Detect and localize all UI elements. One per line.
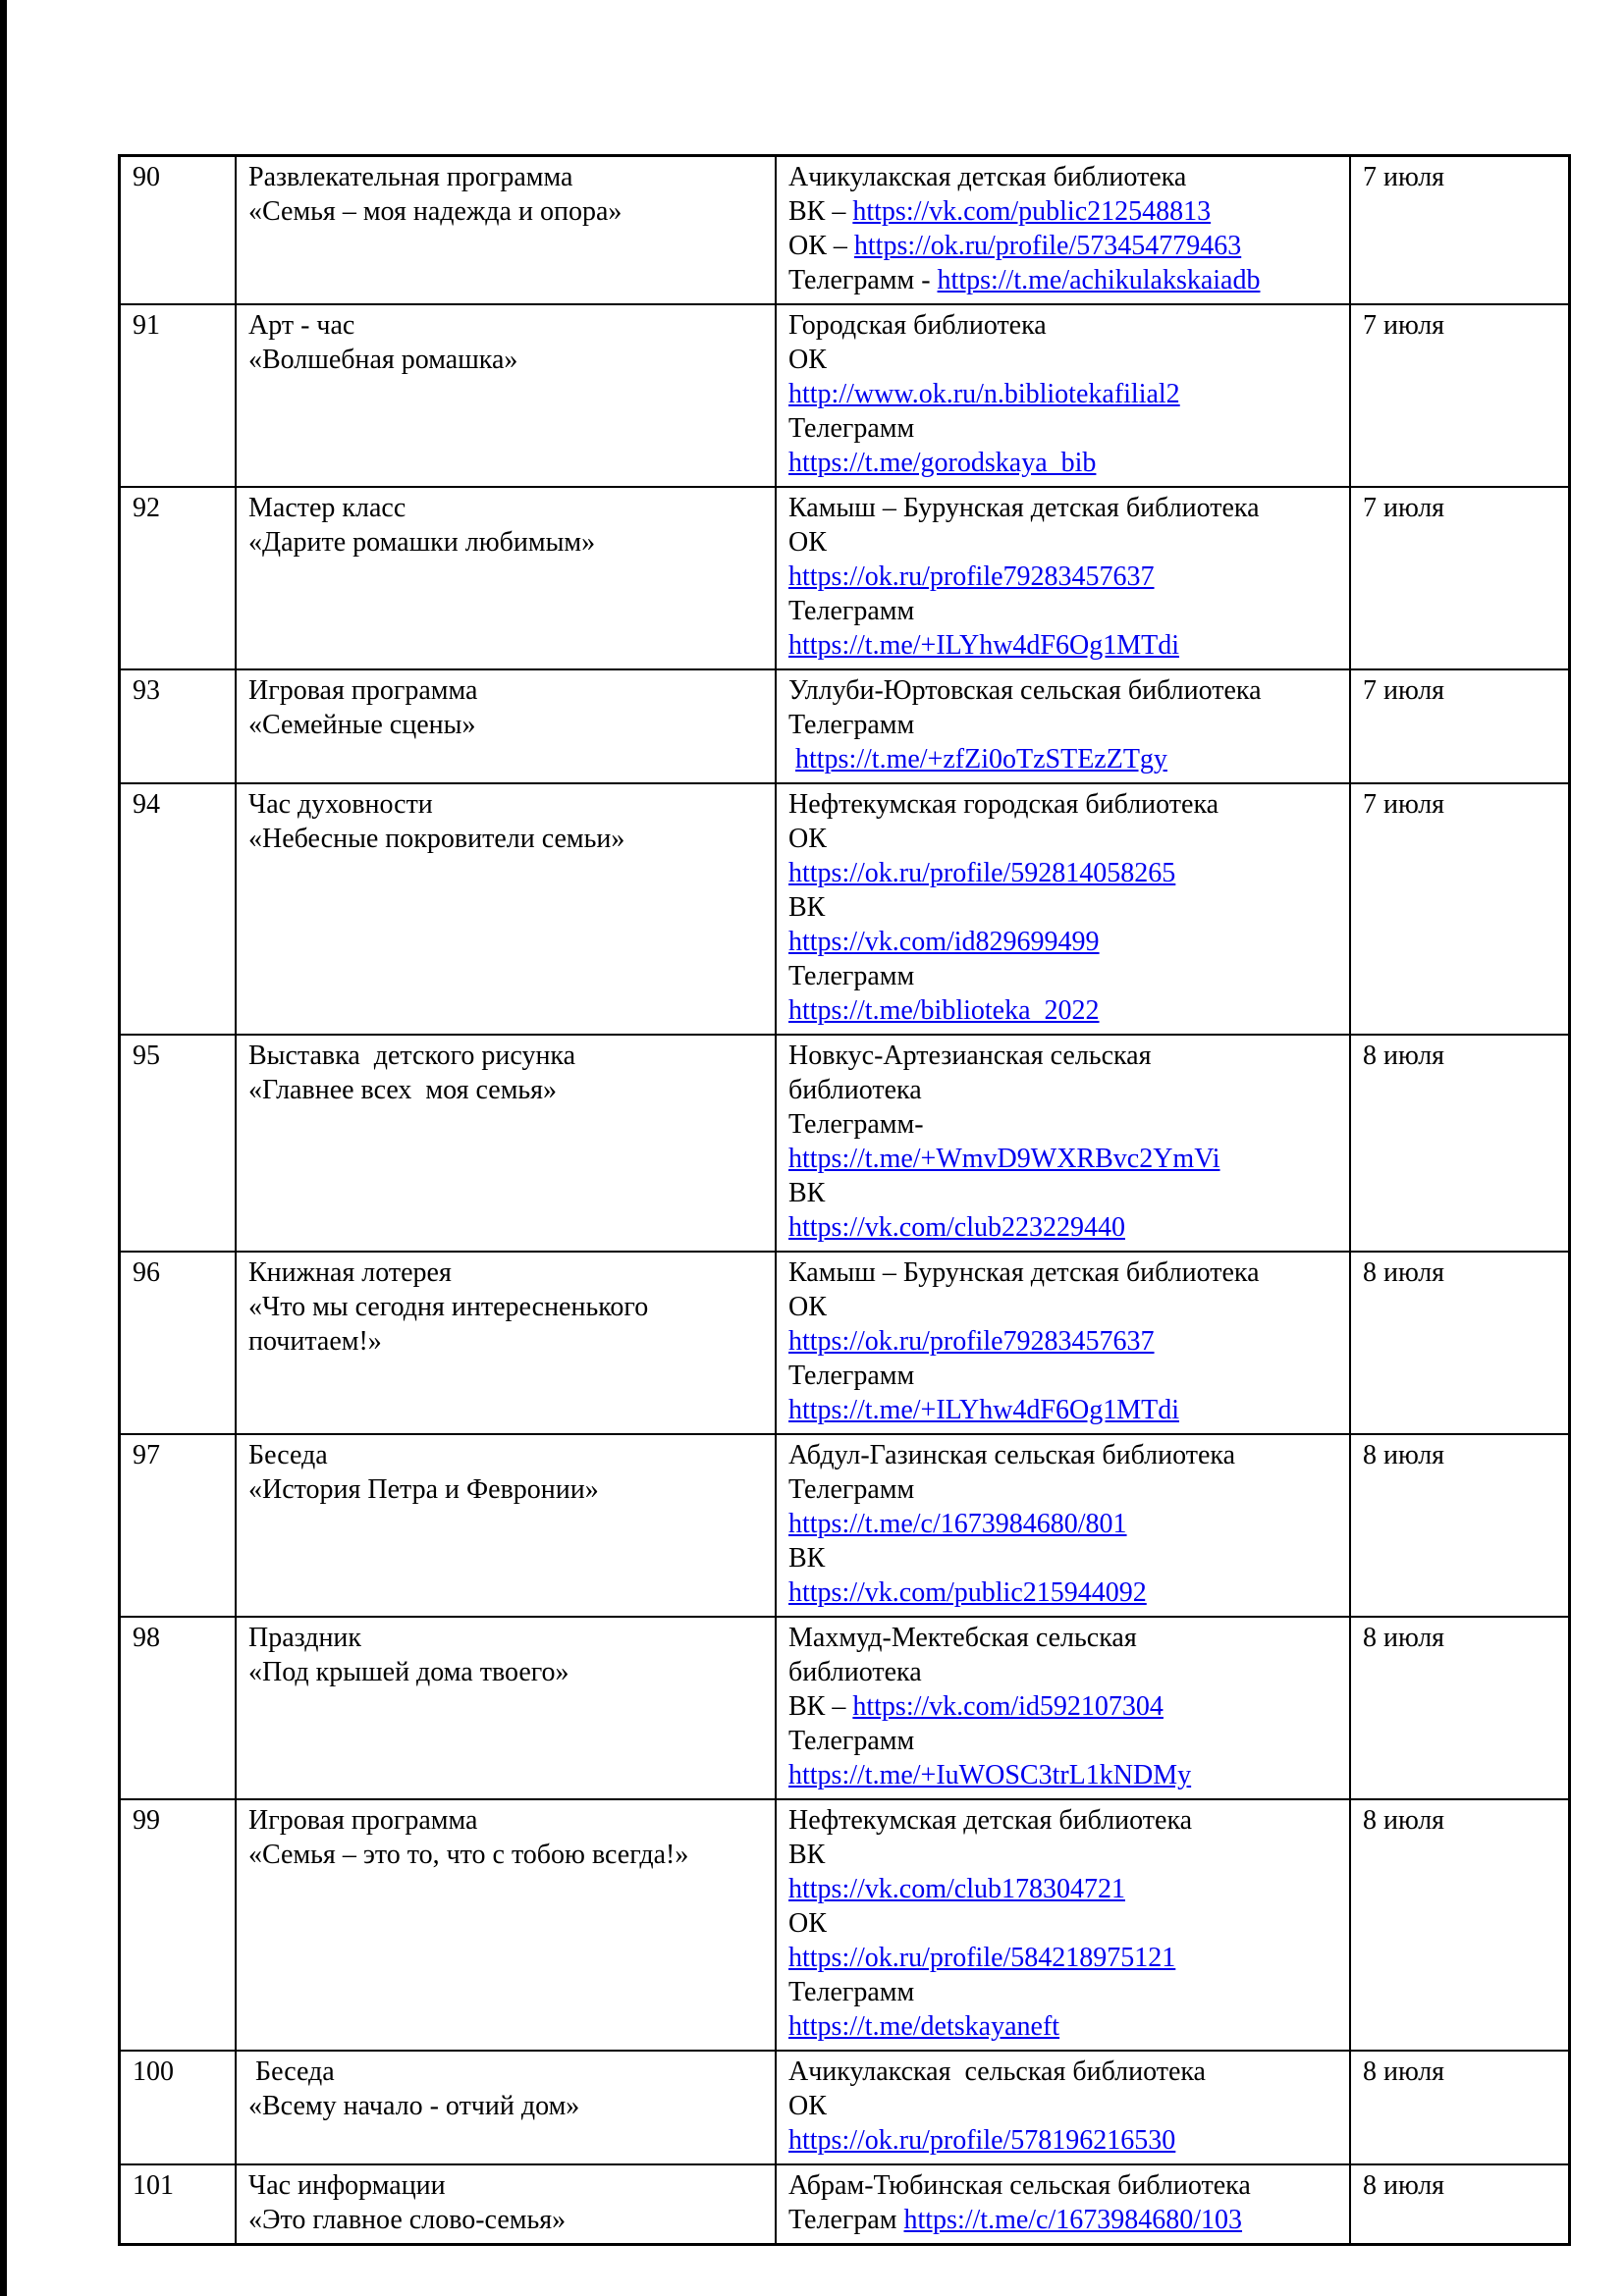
library-info-line [788,1621,1341,1655]
library-info-line [788,1176,1341,1210]
info-text: Ачикулакская сельская библиотека [788,2056,1206,2087]
library-info-line [788,856,1341,890]
library-info-line [788,411,1341,446]
table-row [120,487,1570,669]
library-info-line [788,787,1341,822]
info-text: библиотека [788,1657,922,1687]
library-info-line [788,1210,1341,1245]
library-info-line [788,708,1341,742]
info-text: Камыш – Бурунская детская библиотека [788,493,1260,523]
info-text: библиотека [788,1075,922,1105]
cell-event-title [236,2164,776,2245]
info-text: Нефтекумская городская библиотека [788,789,1219,820]
cell-event-date: 8 июля [1350,2164,1570,2245]
cell-event-date: 8 июля [1350,1252,1570,1434]
info-text [788,744,795,774]
cell-row-number: 93 [120,669,237,783]
event-title-line: Мастер класс [248,493,406,523]
library-info-line [788,594,1341,628]
library-info-line [788,1758,1341,1792]
event-title-line: «Главнее всех моя семья» [248,1075,558,1105]
library-info-line [788,1872,1341,1906]
library-info-line [788,263,1341,297]
library-info-line [788,1472,1341,1507]
library-info-line [788,1906,1341,1941]
library-info-line [788,1941,1341,1975]
table-row [120,1252,1570,1434]
cell-library-links [776,669,1350,783]
cell-event-title [236,1252,776,1434]
info-text: Уллуби-Юртовская сельская библиотека [788,675,1262,706]
cell-event-title [236,1799,776,2051]
library-info-line [788,959,1341,993]
library-info-line [788,1507,1341,1541]
info-text: Телеграмм [788,596,915,626]
cell-event-title [236,156,776,305]
event-title-line: «Семейные сцены» [248,710,476,740]
cell-event-date: 8 июля [1350,1434,1570,1617]
cell-row-number: 101 [120,2164,237,2245]
cell-event-title [236,2051,776,2164]
event-title-line: Час духовности [248,789,433,820]
library-info-line [788,1724,1341,1758]
table-row [120,304,1570,487]
library-info-line [788,2168,1341,2203]
info-text: ОК [788,527,827,558]
event-title-line: «Всему начало - отчий дом» [248,2091,580,2121]
info-text: ОК [788,345,827,375]
library-info-line [788,2089,1341,2123]
event-title-line: Беседа [248,1440,328,1470]
cell-event-date: 8 июля [1350,2051,1570,2164]
info-text: Телеграм [788,2205,904,2235]
scan-edge-artifact [0,0,7,2296]
event-title-line: Развлекательная программа [248,162,573,192]
events-table-body [120,156,1570,2245]
social-link[interactable]: https://t.me/+ILYhw4dF6Og1MTdi [788,1395,1179,1425]
cell-event-title [236,669,776,783]
social-link[interactable]: https://vk.com/public212548813 [852,196,1212,227]
info-text: Махмуд-Мектебская сельская [788,1623,1137,1653]
table-row [120,156,1570,305]
info-text: Абрам-Тюбинская сельская библиотека [788,2170,1251,2201]
info-text: ОК [788,824,827,854]
library-info-line [788,560,1341,594]
library-info-line [788,1255,1341,1290]
cell-library-links [776,1434,1350,1617]
library-info-line [788,1438,1341,1472]
cell-event-title [236,1434,776,1617]
info-text: Ачикулакская детская библиотека [788,162,1187,192]
social-link[interactable]: https://ok.ru/profile/584218975121 [788,1943,1176,1973]
info-text: Новкус-Артезианская сельская [788,1041,1152,1071]
social-link[interactable]: https://t.me/achikulakskaiadb [937,265,1261,295]
info-text: Нефтекумская детская библиотека [788,1805,1193,1836]
library-info-line [788,1359,1341,1393]
event-title-line: Выставка детского рисунка [248,1041,576,1071]
library-info-line [788,2009,1341,2044]
info-text: Телеграмм - [788,265,938,295]
social-link[interactable]: https://t.me/+zfZi0oTzSTEzZTgy [795,744,1167,774]
cell-library-links [776,2051,1350,2164]
cell-event-title [236,1617,776,1799]
cell-event-date: 8 июля [1350,1035,1570,1252]
event-title-line: Игровая программа [248,1805,478,1836]
info-text: Камыш – Бурунская детская библиотека [788,1257,1260,1288]
library-info-line [788,1689,1341,1724]
social-link[interactable]: https://ok.ru/profile79283457637 [788,1326,1155,1357]
table-row [120,1434,1570,1617]
library-info-line [788,194,1341,229]
cell-event-title [236,487,776,669]
library-info-line [788,1975,1341,2009]
library-info-line [788,1541,1341,1575]
event-title-line: Беседа [248,2056,335,2087]
event-title-line: Книжная лотерея [248,1257,452,1288]
info-text: Телеграмм [788,710,915,740]
info-text: ВК [788,1840,826,1870]
library-info-line [788,628,1341,663]
info-text: Телеграмм [788,413,915,444]
library-info-line [788,1290,1341,1324]
cell-row-number: 95 [120,1035,237,1252]
table-row [120,783,1570,1035]
social-link[interactable]: https://vk.com/public215944092 [788,1577,1147,1608]
library-info-line [788,525,1341,560]
cell-event-date: 7 июля [1350,783,1570,1035]
social-link[interactable]: https://t.me/detskayaneft [788,2011,1060,2042]
library-info-line [788,1575,1341,1610]
event-title-line: «Волшебная ромашка» [248,345,518,375]
library-info-line [788,343,1341,377]
library-info-line [788,1107,1341,1142]
events-table [118,154,1571,2246]
social-link[interactable]: https://ok.ru/profile/573454779463 [853,231,1242,261]
library-info-line [788,229,1341,263]
info-text: ВК [788,1543,826,1574]
cell-row-number: 99 [120,1799,237,2051]
library-info-line [788,822,1341,856]
library-info-line [788,742,1341,776]
info-text: Телеграмм [788,1361,915,1391]
info-text: Телеграмм [788,961,915,991]
social-link[interactable]: https://t.me/+IuWOSC3trL1kNDMy [788,1760,1192,1790]
social-link[interactable]: https://t.me/+WmvD9WXRBvc2YmVi [788,1144,1220,1174]
cell-library-links [776,304,1350,487]
event-title-line: «История Петра и Февронии» [248,1474,599,1505]
social-link[interactable]: https://ok.ru/profile/592814058265 [788,858,1176,888]
event-title-line: Час информации [248,2170,446,2201]
library-info-line [788,1393,1341,1427]
social-link[interactable]: https://vk.com/club223229440 [788,1212,1125,1243]
info-text: ВК – [788,1691,853,1722]
cell-event-title [236,783,776,1035]
social-link[interactable]: https://vk.com/id829699499 [788,927,1100,957]
cell-event-date: 7 июля [1350,156,1570,305]
cell-row-number: 100 [120,2051,237,2164]
event-title-line: Арт - час [248,310,355,341]
social-link[interactable]: https://t.me/biblioteka_2022 [788,995,1100,1026]
cell-row-number: 94 [120,783,237,1035]
info-text: ВК [788,1178,826,1208]
library-info-line [788,1324,1341,1359]
table-row [120,1617,1570,1799]
event-title-line: «Под крышей дома твоего» [248,1657,569,1687]
social-link[interactable]: http://www.ok.ru/n.bibliotekafilial2 [788,379,1180,409]
cell-row-number: 91 [120,304,237,487]
info-text: Телеграмм- [788,1109,924,1140]
cell-event-date: 8 июля [1350,1799,1570,2051]
event-title-line: «Это главное слово-семья» [248,2205,567,2235]
library-info-line [788,1838,1341,1872]
table-row [120,2164,1570,2245]
cell-event-title [236,1035,776,1252]
social-link[interactable]: https://t.me/c/1673984680/801 [788,1509,1127,1539]
library-info-line [788,1142,1341,1176]
library-info-line [788,2203,1341,2237]
cell-library-links [776,156,1350,305]
info-text: Телеграмм [788,1474,915,1505]
library-info-line [788,1073,1341,1107]
social-link[interactable]: https://ok.ru/profile79283457637 [788,561,1155,592]
social-link[interactable]: https://t.me/c/1673984680/103 [903,2205,1243,2235]
cell-row-number: 96 [120,1252,237,1434]
social-link[interactable]: https://t.me/+ILYhw4dF6Og1MTdi [788,630,1179,661]
info-text: Телеграмм [788,1726,915,1756]
cell-event-date: 8 июля [1350,1617,1570,1799]
library-info-line [788,1803,1341,1838]
event-title-line: «Небесные покровители семьи» [248,824,625,854]
library-info-line [788,377,1341,411]
cell-library-links [776,1252,1350,1434]
cell-row-number: 97 [120,1434,237,1617]
social-link[interactable]: https://ok.ru/profile/578196216530 [788,2125,1176,2156]
social-link[interactable]: https://vk.com/id592107304 [852,1691,1164,1722]
cell-library-links [776,783,1350,1035]
cell-event-title [236,304,776,487]
info-text: ОК [788,1292,827,1322]
info-text: ОК [788,1908,827,1939]
event-title-line: «Что мы сегодня интересненького почитаем!» [248,1292,656,1357]
cell-row-number: 92 [120,487,237,669]
table-row [120,669,1570,783]
library-info-line [788,1039,1341,1073]
info-text: Телеграмм [788,1977,915,2007]
info-text: Городская библиотека [788,310,1047,341]
table-row [120,1035,1570,1252]
cell-library-links [776,1617,1350,1799]
cell-library-links [776,1035,1350,1252]
library-info-line [788,491,1341,525]
table-row [120,2051,1570,2164]
event-title-line: «Семья – это то, что с тобою всегда!» [248,1840,689,1870]
library-info-line [788,925,1341,959]
cell-library-links [776,1799,1350,2051]
library-info-line [788,993,1341,1028]
cell-library-links [776,2164,1350,2245]
library-info-line [788,673,1341,708]
social-link[interactable]: https://vk.com/club178304721 [788,1874,1125,1904]
cell-library-links [776,487,1350,669]
event-title-line: Праздник [248,1623,362,1653]
event-title-line: «Дарите ромашки любимым» [248,527,596,558]
info-text: ОК – [788,231,854,261]
cell-row-number: 90 [120,156,237,305]
info-text: ВК [788,892,826,923]
info-text: ОК [788,2091,827,2121]
library-info-line [788,308,1341,343]
table-row [120,1799,1570,2051]
info-text: ВК – [788,196,853,227]
cell-row-number: 98 [120,1617,237,1799]
library-info-line [788,446,1341,480]
event-title-line: «Семья – моя надежда и опора» [248,196,623,227]
cell-event-date: 7 июля [1350,304,1570,487]
social-link[interactable]: https://t.me/gorodskaya_bib [788,448,1097,478]
cell-event-date: 7 июля [1350,669,1570,783]
library-info-line [788,2055,1341,2089]
library-info-line [788,2123,1341,2158]
library-info-line [788,1655,1341,1689]
library-info-line [788,890,1341,925]
library-info-line [788,160,1341,194]
cell-event-date: 7 июля [1350,487,1570,669]
info-text: Абдул-Газинская сельская библиотека [788,1440,1236,1470]
event-title-line: Игровая программа [248,675,478,706]
